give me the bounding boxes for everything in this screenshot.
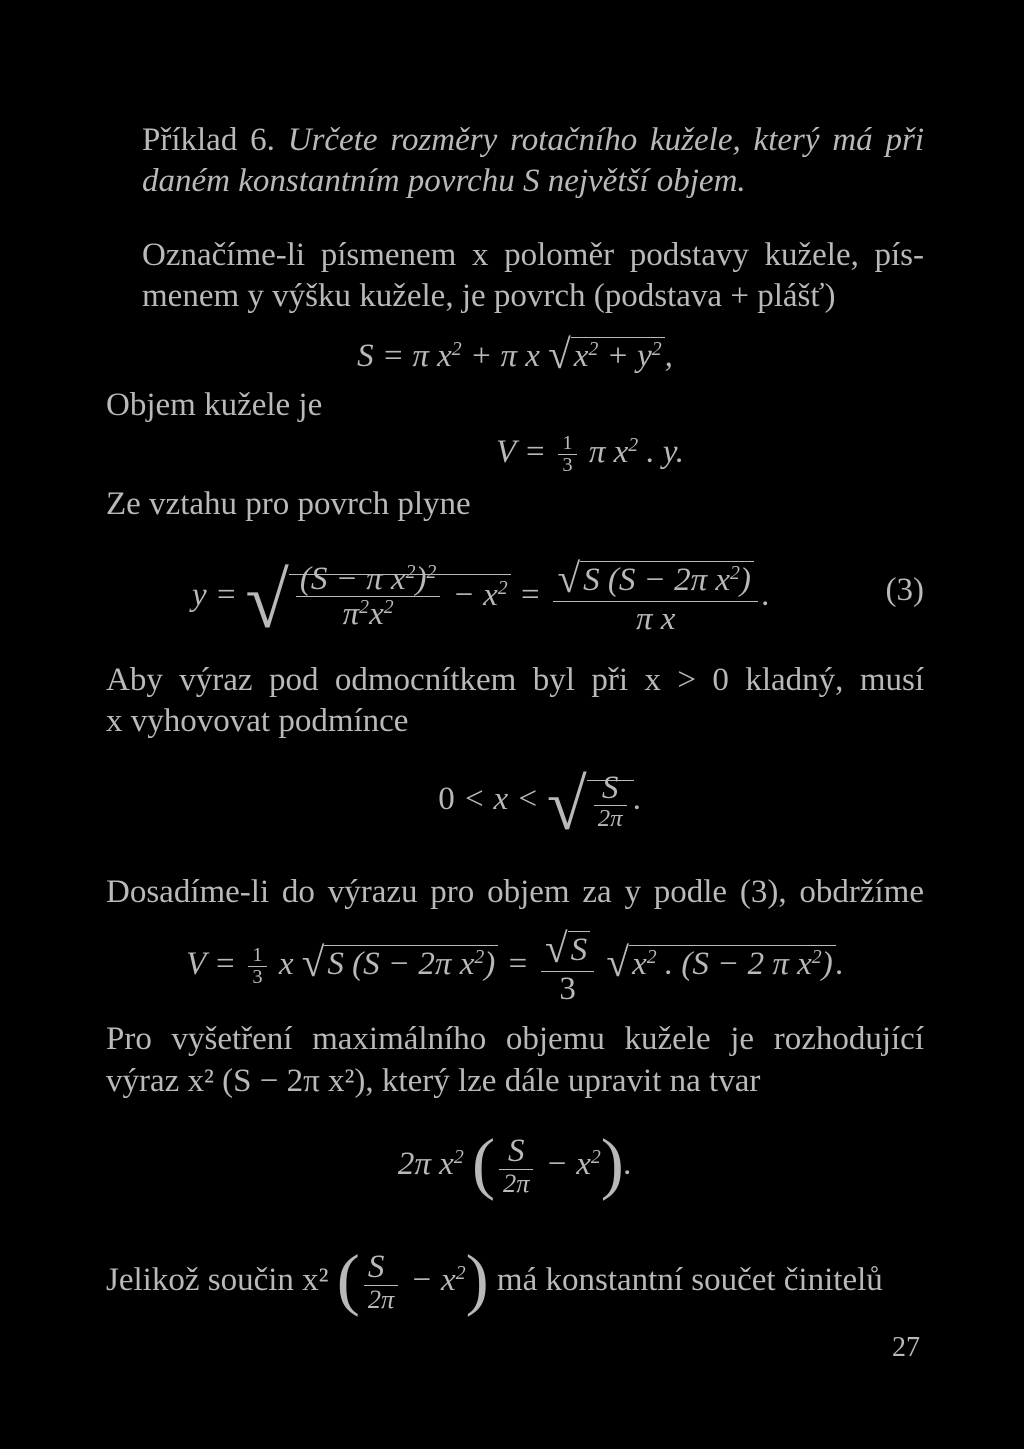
paragraph-2-text: Objem kužele je	[106, 387, 323, 423]
paragraph-3-text: Ze vztahu pro povrch plyne	[106, 486, 471, 523]
paragraph-4-line2: x vyhovovat podmínce	[106, 702, 409, 739]
equation-volume	[106, 426, 924, 484]
equation-y-render: y = √ $\frac{(S - \pi x^2)^2}{\pi^2x^2}$ − $x^2$ = $\frac{√S (S - 2\pi x^2)}{\text{π x}}$ .	[192, 555, 771, 645]
paragraph-3	[106, 484, 924, 525]
equation-y	[106, 526, 924, 660]
equation-number-3: (3)	[885, 571, 924, 608]
example-statement-line1: Určete rozměry rotačního kužele, který má při	[287, 122, 924, 158]
equation-volume-sub-render: V = $\frac{1}{3}$ x √S (S − 2π $x^2$) = $\frac{√S}{3}$ $√x^2$ . (S − 2 π $x^2$).	[186, 925, 844, 1007]
equation-rewrite-render: 2π $x^2$ ( $\frac{S}{2\pi}$ − $x^2$).	[397, 1123, 633, 1201]
paragraph-7-inline-math: ( $\frac{S}{2\pi}$ − $x^2$)	[336, 1239, 489, 1317]
paragraph-1-line1: Označíme-li písmenem x poloměr podstavy kužele, pís-	[142, 236, 924, 273]
paragraph-1	[106, 235, 924, 318]
paragraph-1-line2: menem y výšku kužele, je povrch (podstava + plášť)	[142, 277, 836, 314]
paragraph-6	[106, 1019, 924, 1102]
paragraph-7-start: Jelikož součin x²	[106, 1261, 329, 1298]
paragraph-4	[106, 660, 924, 743]
page-content	[106, 120, 924, 1420]
paragraph-6-line1: Pro vyšetření maximálního objemu kužele je rozhodující	[106, 1021, 924, 1058]
equation-condition-render: 0 < x < √ $\frac{S}{2\pi}$ .	[438, 764, 642, 845]
paragraph-4-line1: Aby výraz pod odmocnítkem byl při x > 0 kladný, musí	[106, 661, 924, 698]
example-statement	[106, 120, 924, 203]
paragraph-5-text: Dosadíme-li do výrazu pro objem za y podle (3), obdržíme	[106, 874, 924, 910]
example-label: Příklad 6.	[142, 122, 275, 158]
example-statement-line2: daném konstantním povrchu S největší objem.	[142, 163, 746, 200]
equation-condition	[106, 742, 924, 872]
paragraph-7-end: má konstantní součet činitelů	[496, 1261, 883, 1298]
page-number: 27	[892, 1332, 920, 1363]
equation-rewrite	[106, 1102, 924, 1230]
paragraph-5	[106, 872, 924, 913]
paragraph-6-line2: výraz x² (S − 2π x²), který lze dále upravit na tvar	[106, 1062, 761, 1099]
equation-surface-render: S = π $x^2 + \pi$ x $√x^2 + y^2$,	[357, 331, 673, 377]
paragraph-7	[106, 1236, 924, 1323]
equation-volume-sub	[106, 913, 924, 1019]
paragraph-2	[106, 385, 924, 426]
equation-surface	[106, 317, 924, 385]
equation-volume-render: V = $\frac{1}{3}$ π $x^2$ . y.	[496, 431, 684, 477]
